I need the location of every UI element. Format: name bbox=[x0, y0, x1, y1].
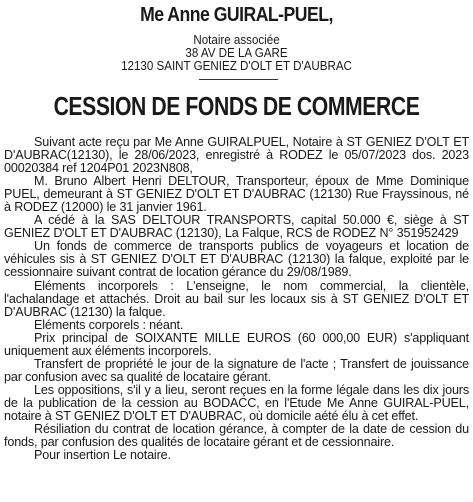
paragraph-seller: M. Bruno Albert Henri DELTOUR, Transporteur, époux de Mme Dominique PUEL, demeurant à ST GENIEZ D'OLT ET D'AUBRAC (12130) Rue Frayssinous, né à RODEZ (12000) le 31 janvier 1961. bbox=[4, 174, 469, 215]
paragraph-buyer: A cédé à la SAS DELTOUR TRANSPORTS, capital 50.000 €, siège à ST GENIEZ D'OLT ET D'AUBRAC (12130), La Falque, RCS de RODEZ N° 351952429 bbox=[4, 213, 469, 241]
paragraph-tangible-assets: Eléments corporels : néant. bbox=[34, 317, 184, 332]
notice-title: CESSION DE FONDS DE COMMERCE bbox=[53, 93, 420, 121]
paragraph-transfer: Transfert de propriété le jour de la signature de l'acte ; Transfert de jouissance par confusion avec sa qualité de locataire gérant. bbox=[4, 356, 469, 384]
notary-address: 38 AV DE LA GARE bbox=[185, 46, 288, 60]
notary-role: Notaire associée bbox=[193, 33, 280, 47]
paragraph-act: Suivant acte reçu par Me Anne GUIRALPUEL, Notaire à ST GENIEZ D'OLT ET D'AUBRAC(12130), le 28/06/2023, enregistré à RODEZ le 05/07/2023 dos. 2023 00020384 ref 1204P01 2023N808, bbox=[4, 135, 469, 176]
paragraph-termination: Résiliation du contrat de location gérance, à compter de la date de cession du fonds, par confusion des qualités de locataire gérant et de cessionnaire. bbox=[4, 422, 469, 450]
paragraph-price: Prix principal de SOIXANTE MILLE EUROS (60 000,00 EUR) s'appliquant uniquement aux éléments incorporels. bbox=[4, 330, 469, 358]
notice-body bbox=[4, 136, 469, 462]
notary-name: Me Anne GUIRAL-PUEL, bbox=[140, 3, 333, 26]
paragraph-signature: Pour insertion Le notaire. bbox=[34, 448, 171, 463]
paragraph-oppositions: Les oppositions, s'il y a lieu, seront reçues en la forme légale dans les dix jours de la publication de la cession au BODACC, en l'Etude Me Anne GUIRAL-PUEL, notaire à ST GENIEZ D'OLT ET D'AUBRAC, où domicile aété élu à cet effet. bbox=[4, 382, 469, 423]
paragraph-business: Un fonds de commerce de transports publics de voyageurs et location de véhicules sis à ST GENIEZ D'OLT ET D'AUBRAC (12130) la falque, exploité par le cessionnaire suivant contrat de location gérance du 29/08/1989. bbox=[4, 239, 469, 280]
paragraph-intangible-assets: Eléments incorporels : L'enseigne, le nom commercial, la clientèle, l'achalandage et attachés. Droit au bail sur les locaux sis à ST GENIEZ D'OLT ET D'AUBRAC (12130) la falque. bbox=[4, 278, 469, 319]
notary-city: 12130 SAINT GENIEZ D'OLT ET D'AUBRAC bbox=[121, 59, 352, 73]
header-divider bbox=[199, 79, 278, 80]
